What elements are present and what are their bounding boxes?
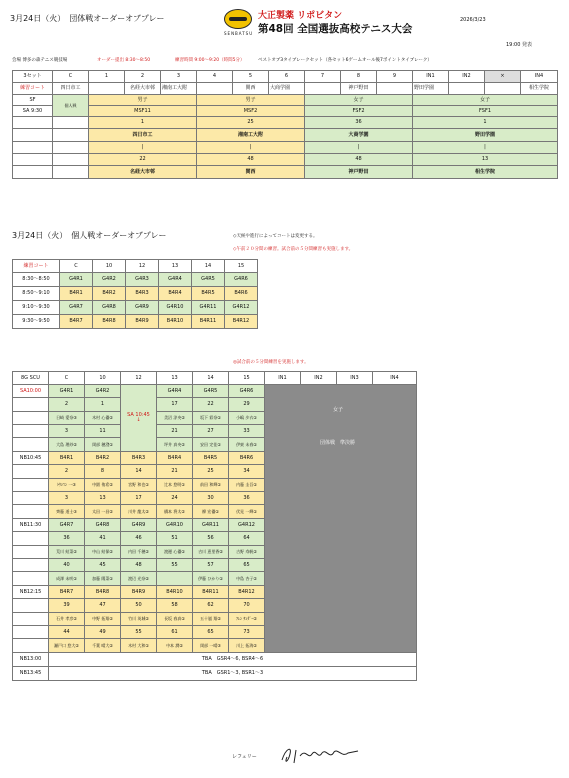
round-code: B4R9 bbox=[126, 315, 159, 329]
round-code: B4R5 bbox=[193, 452, 229, 465]
player-name: 岡部 一晴③ bbox=[193, 639, 229, 653]
round-code: G4R11 bbox=[193, 519, 229, 532]
col-head: 3セット bbox=[13, 71, 53, 83]
col-head: C bbox=[60, 260, 93, 273]
seed: 17 bbox=[121, 492, 157, 505]
player-name: 伏見 一輝① bbox=[229, 505, 265, 519]
col-head: 13 bbox=[159, 260, 192, 273]
seed: 21 bbox=[157, 425, 193, 438]
player-name: 中山 結保② bbox=[85, 546, 121, 559]
practice-cell bbox=[197, 83, 233, 95]
sf-label: SF bbox=[13, 95, 53, 106]
block-time: NB10:45 bbox=[13, 452, 49, 465]
seed: 25 bbox=[193, 465, 229, 479]
round-code: B4R1 bbox=[49, 452, 85, 465]
lipovitan-logo-icon bbox=[224, 9, 252, 29]
round-code: G4R5 bbox=[192, 273, 225, 287]
spacer bbox=[13, 438, 49, 452]
cat-label: 女子 bbox=[413, 95, 558, 106]
player-name: 坪井 真央② bbox=[157, 438, 193, 452]
seed: 3 bbox=[49, 492, 85, 505]
player-name: 木村 心優② bbox=[85, 412, 121, 425]
col-head: IN3 bbox=[337, 372, 373, 385]
round-code: B4R7 bbox=[49, 586, 85, 599]
col-head: C bbox=[53, 71, 89, 83]
individual-title: 3月24日（火） 個人戦オーダーオブプレー bbox=[12, 231, 167, 240]
practice-cell: 神戸野田 bbox=[341, 83, 377, 95]
round-code: G4R7 bbox=[49, 519, 85, 532]
spacer bbox=[13, 492, 49, 505]
spacer bbox=[13, 412, 49, 425]
col-head: 8G SCU bbox=[13, 372, 49, 385]
seed: 47 bbox=[85, 599, 121, 613]
cat-label: 男子 bbox=[89, 95, 197, 106]
team-name: 大商学園 bbox=[305, 129, 413, 142]
practice-cell bbox=[449, 83, 485, 95]
seed: 58 bbox=[157, 599, 193, 613]
seed: 48 bbox=[121, 559, 157, 572]
team-name: 神戸野田 bbox=[305, 166, 413, 179]
seed: 8 bbox=[85, 465, 121, 479]
kojin-label: 個人戦 bbox=[53, 95, 89, 117]
seed: 55 bbox=[121, 626, 157, 639]
practice-cell: 野田学園 bbox=[413, 83, 449, 95]
col-head: 13 bbox=[157, 372, 193, 385]
seed: 3 bbox=[49, 425, 85, 438]
player-name: 千葉 晴大② bbox=[85, 639, 121, 653]
col-head: IN4 bbox=[521, 71, 558, 83]
spacer bbox=[13, 639, 49, 653]
practice-cell: 四日市工 bbox=[53, 83, 89, 95]
vs-mark: | bbox=[89, 142, 197, 154]
player-name: 岡部 穂澄① bbox=[85, 438, 121, 452]
court-header-row bbox=[13, 71, 558, 83]
seed: 64 bbox=[229, 532, 265, 546]
schedule-header-row bbox=[13, 372, 417, 385]
match-code: FSF1 bbox=[413, 106, 558, 117]
seed: 39 bbox=[49, 599, 85, 613]
seed: 40 bbox=[49, 559, 85, 572]
round-code: B4R9 bbox=[121, 586, 157, 599]
seed: 65 bbox=[229, 559, 265, 572]
player-name: 美沼 涼央② bbox=[157, 412, 193, 425]
practice-cell: 大商学園 bbox=[269, 83, 305, 95]
round-code: B4R2 bbox=[93, 287, 126, 301]
seed: 2 bbox=[49, 398, 85, 412]
round-code: B4R10 bbox=[157, 586, 193, 599]
event-title: 第48回 全国選抜高校テニス大会 bbox=[258, 23, 413, 35]
block-time: NB13:00 bbox=[13, 653, 49, 667]
time-slot: 8:50〜9:10 bbox=[13, 287, 60, 301]
col-head: 6 bbox=[269, 71, 305, 83]
practice-court-row bbox=[13, 83, 558, 95]
practice-cell bbox=[377, 83, 413, 95]
col-head: 4 bbox=[197, 71, 233, 83]
round-code: G4R6 bbox=[229, 385, 265, 398]
seed: 55 bbox=[157, 559, 193, 572]
practice-court-table bbox=[12, 259, 258, 329]
sponsor-name: 大正製薬 リポビタン bbox=[258, 11, 343, 21]
col-head: 15 bbox=[229, 372, 265, 385]
col-head: 12 bbox=[121, 372, 157, 385]
release-date: 2026/3/23 bbox=[460, 17, 486, 23]
round-code: B4R8 bbox=[85, 586, 121, 599]
sa-time-cell bbox=[121, 385, 157, 452]
seed: 24 bbox=[157, 492, 193, 505]
round-code: B4R6 bbox=[229, 452, 265, 465]
match-code: FSF2 bbox=[305, 106, 413, 117]
col-head: 10 bbox=[93, 260, 126, 273]
player-name: 長坂 春真① bbox=[157, 613, 193, 626]
round-code: B4R12 bbox=[229, 586, 265, 599]
spacer bbox=[13, 572, 49, 586]
round-code: G4R4 bbox=[159, 273, 192, 287]
seed: 29 bbox=[229, 398, 265, 412]
spacer bbox=[13, 613, 49, 626]
col-head: 8 bbox=[341, 71, 377, 83]
seed: 41 bbox=[85, 532, 121, 546]
sponsor-sub: SENBATSU bbox=[224, 31, 254, 36]
col-head: 14 bbox=[192, 260, 225, 273]
spacer bbox=[13, 398, 49, 412]
spacer bbox=[13, 532, 49, 546]
spacer bbox=[13, 599, 49, 613]
player-name: 齊藤 道士③ bbox=[49, 505, 85, 519]
player-name: 日崎 愛奈③ bbox=[49, 412, 85, 425]
note-weather: ◇天候や進行によってコートは変更する。 bbox=[233, 234, 318, 239]
block-time: SA10:00 bbox=[13, 385, 49, 398]
team-order-table bbox=[12, 70, 558, 179]
round-code: B4R1 bbox=[60, 287, 93, 301]
player-name: 瀬戸口 悠大② bbox=[49, 639, 85, 653]
round-code: G4R8 bbox=[85, 519, 121, 532]
seed: 22 bbox=[89, 154, 197, 166]
player-name: 渡辺 光奈② bbox=[121, 572, 157, 586]
round-code: G4R10 bbox=[157, 519, 193, 532]
round-code: G4R12 bbox=[225, 301, 258, 315]
seed: 1 bbox=[413, 117, 558, 129]
player-name: 伊東 未春① bbox=[229, 438, 265, 452]
col-head: IN1 bbox=[413, 71, 449, 83]
sa-time: SA 10:45 bbox=[127, 412, 150, 418]
seed: 56 bbox=[193, 532, 229, 546]
round-code: G4R5 bbox=[193, 385, 229, 398]
round-code: B4R11 bbox=[193, 586, 229, 599]
round-code: G4R1 bbox=[60, 273, 93, 287]
seed: 48 bbox=[305, 154, 413, 166]
seed: 34 bbox=[229, 465, 265, 479]
time-slot: 9:30〜9:50 bbox=[13, 315, 60, 329]
round-code: B4R11 bbox=[192, 315, 225, 329]
col-head: 9 bbox=[377, 71, 413, 83]
round-code: G4R6 bbox=[225, 273, 258, 287]
player-name: 中園 侑希② bbox=[85, 479, 121, 492]
player-name: 渡邊 心優① bbox=[157, 546, 193, 559]
player-name: 石井 孝彦② bbox=[49, 613, 85, 626]
match-schedule-table bbox=[12, 371, 417, 681]
team-name: 野田学園 bbox=[413, 129, 558, 142]
round-code: B4R3 bbox=[121, 452, 157, 465]
practice-cell bbox=[89, 83, 125, 95]
seed: 51 bbox=[157, 532, 193, 546]
round-code: G4R12 bbox=[229, 519, 265, 532]
practice-cell: 湘南工大附 bbox=[161, 83, 197, 95]
spacer bbox=[13, 559, 49, 572]
col-head: C bbox=[49, 372, 85, 385]
seed: 70 bbox=[229, 599, 265, 613]
time-slot: 8:30〜8:50 bbox=[13, 273, 60, 287]
player-name: 柳 宏優① bbox=[193, 505, 229, 519]
player-name: 内藤 圭吾① bbox=[229, 479, 265, 492]
sa-time: SA 9:30 bbox=[13, 106, 53, 117]
info-venue: 会場 博多の森テニス競技場 bbox=[12, 58, 68, 63]
seed: 73 bbox=[229, 626, 265, 639]
seed: 61 bbox=[157, 626, 193, 639]
player-name: 中野 拓翔② bbox=[85, 613, 121, 626]
player-name: 五十嵐 翔② bbox=[193, 613, 229, 626]
vs-mark: | bbox=[413, 142, 558, 154]
cat-label: 女子 bbox=[305, 95, 413, 106]
col-head: 15 bbox=[225, 260, 258, 273]
round-code: B4R4 bbox=[157, 452, 193, 465]
col-head: × bbox=[485, 71, 521, 83]
player-name: 川上 拓海② bbox=[229, 639, 265, 653]
seed: 49 bbox=[85, 626, 121, 639]
player-name: 前田 和輝① bbox=[193, 479, 229, 492]
team-name: 関西 bbox=[197, 166, 305, 179]
col-head: 7 bbox=[305, 71, 341, 83]
col-head: 5 bbox=[233, 71, 269, 83]
player-name: 中本 潤② bbox=[157, 639, 193, 653]
page-title: 3月24日（火） 団体戦オーダーオブプレー bbox=[10, 14, 165, 23]
round-code: G4R10 bbox=[159, 301, 192, 315]
player-name: 木村 大和① bbox=[121, 639, 157, 653]
round-code: G4R1 bbox=[49, 385, 85, 398]
seed: 36 bbox=[229, 492, 265, 505]
player-name: 成澤 未咲① bbox=[49, 572, 85, 586]
seed: 36 bbox=[305, 117, 413, 129]
seed: 1 bbox=[89, 117, 197, 129]
round-code: G4R9 bbox=[126, 301, 159, 315]
round-code: G4R2 bbox=[93, 273, 126, 287]
vs-mark: | bbox=[305, 142, 413, 154]
player-name: 吉川 恵里香② bbox=[193, 546, 229, 559]
round-code: B4R7 bbox=[60, 315, 93, 329]
player-name: 伊藤 ひかり① bbox=[193, 572, 229, 586]
seed: 62 bbox=[193, 599, 229, 613]
player-name bbox=[157, 572, 193, 586]
round-code: B4R10 bbox=[159, 315, 192, 329]
team-name: 相生学院 bbox=[413, 166, 558, 179]
seed: 25 bbox=[197, 117, 305, 129]
spacer bbox=[13, 546, 49, 559]
player-name: 竹川 英城② bbox=[121, 613, 157, 626]
practice-cell: 関西 bbox=[233, 83, 269, 95]
col-head: 3 bbox=[161, 71, 197, 83]
seed: 30 bbox=[193, 492, 229, 505]
spacer bbox=[13, 479, 49, 492]
tba-note: TBA GSR4〜6, BSR4〜6 bbox=[49, 653, 417, 667]
round-code: B4R12 bbox=[225, 315, 258, 329]
spacer bbox=[13, 425, 49, 438]
referee-signature bbox=[278, 744, 362, 766]
team-name: 四日市工 bbox=[89, 129, 197, 142]
col-head: 1 bbox=[89, 71, 125, 83]
round-code: G4R11 bbox=[192, 301, 225, 315]
info-format: ベストオブ3タイブレークセット（各セット6ゲームオール後7ポイントタイブレーク） bbox=[258, 58, 432, 63]
seed: 45 bbox=[85, 559, 121, 572]
seed: 44 bbox=[49, 626, 85, 639]
block-time: NB12:15 bbox=[13, 586, 49, 599]
player-name: 大島 理紗② bbox=[49, 438, 85, 452]
player-name: 加藤 陽菜① bbox=[85, 572, 121, 586]
round-code: B4R5 bbox=[192, 287, 225, 301]
block-time: NB11:30 bbox=[13, 519, 49, 532]
referee-label: レフェリー bbox=[232, 754, 257, 760]
player-name: ｱﾚﾝ ｻﾝﾀﾞｰ② bbox=[229, 613, 265, 626]
player-name: 太田 一昌② bbox=[85, 505, 121, 519]
seed: 22 bbox=[193, 398, 229, 412]
practice-label: 練習コート bbox=[13, 260, 60, 273]
seed: 2 bbox=[49, 465, 85, 479]
vs-mark: | bbox=[197, 142, 305, 154]
round-code: B4R6 bbox=[225, 287, 258, 301]
player-name: 川井 龍太② bbox=[121, 505, 157, 519]
player-name: 小嶋 歩衣① bbox=[229, 412, 265, 425]
col-head: IN2 bbox=[449, 71, 485, 83]
seed: 36 bbox=[49, 532, 85, 546]
player-name: 坂下 彩奈① bbox=[193, 412, 229, 425]
player-name: 辻本 悠明① bbox=[157, 479, 193, 492]
round-code: G4R4 bbox=[157, 385, 193, 398]
seed: 57 bbox=[193, 559, 229, 572]
match-code: MSF11 bbox=[89, 106, 197, 117]
player-name: ﾄｳｼﾏﾝ 一③ bbox=[49, 479, 85, 492]
round-code: G4R7 bbox=[60, 301, 93, 315]
seed: 33 bbox=[229, 425, 265, 438]
col-head: IN2 bbox=[301, 372, 337, 385]
seed: 14 bbox=[121, 465, 157, 479]
round-code: G4R9 bbox=[121, 519, 157, 532]
player-name: 内田 千穂② bbox=[121, 546, 157, 559]
round-code: B4R2 bbox=[85, 452, 121, 465]
player-name: 荒川 結菜② bbox=[49, 546, 85, 559]
cat-label: 男子 bbox=[197, 95, 305, 106]
time-slot: 9:10〜9:30 bbox=[13, 301, 60, 315]
col-head: 14 bbox=[193, 372, 229, 385]
col-head: 12 bbox=[126, 260, 159, 273]
col-head: 10 bbox=[85, 372, 121, 385]
seed: 27 bbox=[193, 425, 229, 438]
practice-cell bbox=[485, 83, 521, 95]
arrow-down-icon: ↓ bbox=[136, 417, 141, 423]
player-name: 安田 定佳① bbox=[193, 438, 229, 452]
player-name: 宮野 和也① bbox=[121, 479, 157, 492]
seed: 11 bbox=[85, 425, 121, 438]
info-order: オーダー提出 8:30〜8:50 bbox=[97, 58, 151, 63]
girls-label: 女子 bbox=[333, 407, 344, 413]
round-code: G4R8 bbox=[93, 301, 126, 315]
seed: 46 bbox=[121, 532, 157, 546]
note-practice: ◇午前２０分間の練習。試合前の５分間練習も実施します。 bbox=[233, 247, 354, 252]
team-name: 湘南工大附 bbox=[197, 129, 305, 142]
spacer bbox=[13, 465, 49, 479]
seed: 13 bbox=[85, 492, 121, 505]
seed: 13 bbox=[413, 154, 558, 166]
match-code: MSF2 bbox=[197, 106, 305, 117]
round-code: B4R8 bbox=[93, 315, 126, 329]
spacer bbox=[13, 505, 49, 519]
release-time: 19:00 発表 bbox=[506, 42, 532, 48]
seed: 21 bbox=[157, 465, 193, 479]
col-head: IN4 bbox=[373, 372, 417, 385]
practice-cell: 相生学院 bbox=[521, 83, 558, 95]
round-code: B4R4 bbox=[159, 287, 192, 301]
indoor-courts-block bbox=[265, 385, 417, 653]
player-name: 橋本 将太② bbox=[157, 505, 193, 519]
seed: 65 bbox=[193, 626, 229, 639]
spacer bbox=[13, 626, 49, 639]
seed: 50 bbox=[121, 599, 157, 613]
seed: 48 bbox=[197, 154, 305, 166]
practice-label: 練習コート bbox=[13, 83, 53, 95]
seed: 1 bbox=[85, 398, 121, 412]
col-head: IN1 bbox=[265, 372, 301, 385]
col-head: 2 bbox=[125, 71, 161, 83]
round-code: G4R2 bbox=[85, 385, 121, 398]
team-semifinal-label: 団体戦 準決勝 bbox=[320, 440, 356, 446]
note-warmup: ◎試合前の５分間練習を実施します。 bbox=[233, 360, 309, 365]
player-name: 古野 寿帆② bbox=[229, 546, 265, 559]
info-warmup: 練習時間 9:00〜9:20（時間5分） bbox=[175, 58, 245, 63]
round-code: B4R3 bbox=[126, 287, 159, 301]
round-code: G4R3 bbox=[126, 273, 159, 287]
block-time: NB13:45 bbox=[13, 667, 49, 681]
player-name: 中島 杏子② bbox=[229, 572, 265, 586]
practice-cell bbox=[305, 83, 341, 95]
seed: 17 bbox=[157, 398, 193, 412]
practice-cell: 名経大市邨 bbox=[125, 83, 161, 95]
tba-note: TBA GSR1〜3, BSR1〜3 bbox=[49, 667, 417, 681]
team-name: 名経大市邨 bbox=[89, 166, 197, 179]
